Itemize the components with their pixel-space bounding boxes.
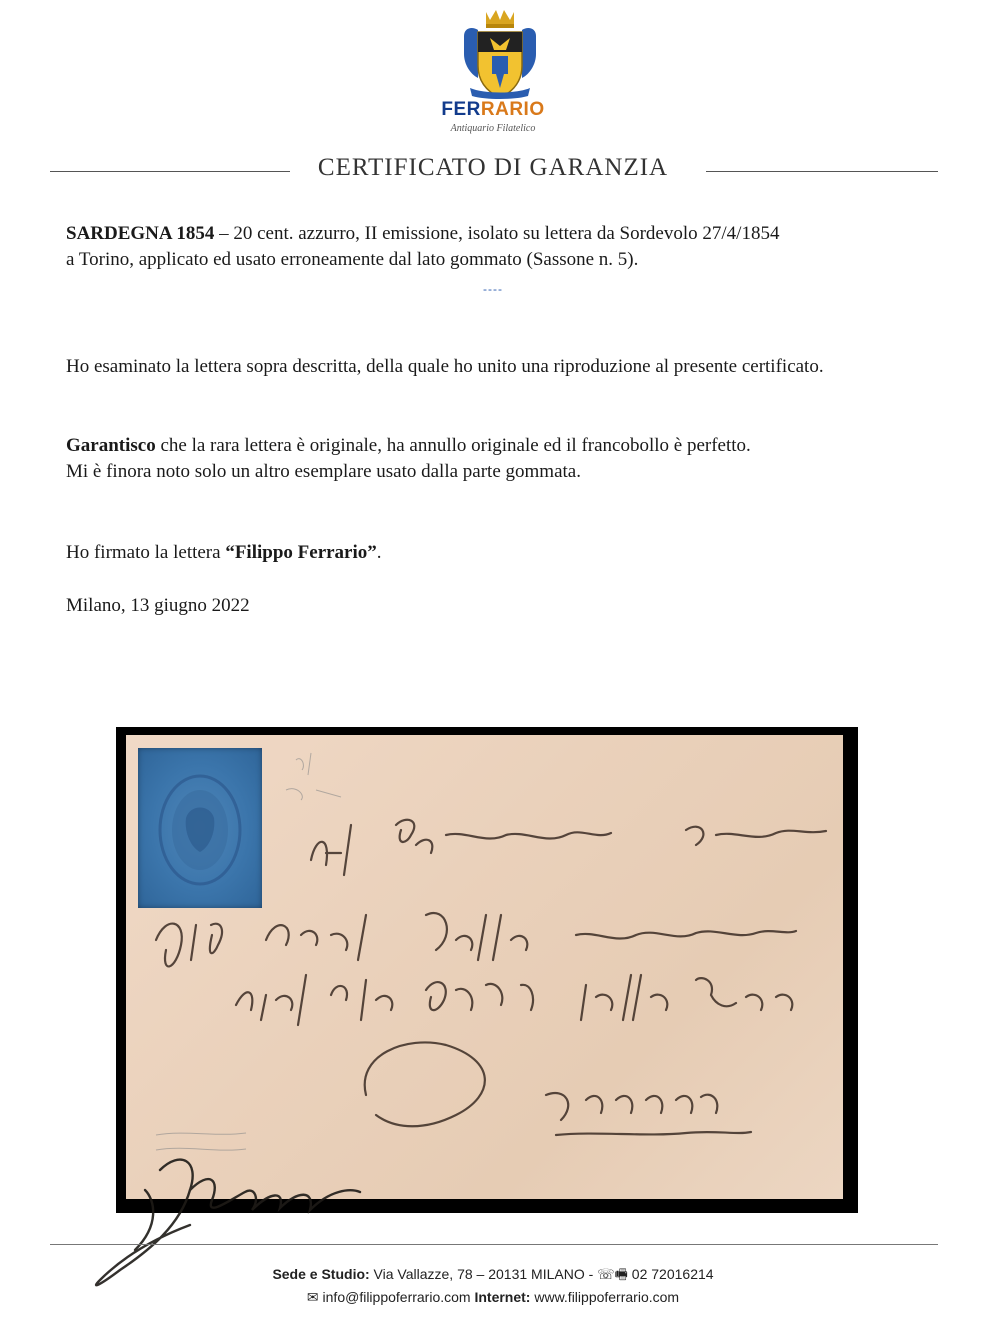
- title-rule-right: [706, 171, 938, 172]
- paragraph-signed: Ho firmato la lettera “Filippo Ferrario”.: [66, 542, 382, 563]
- paragraph-guarantee: [66, 433, 926, 485]
- separator: ----: [483, 282, 503, 296]
- description-heading: SARDEGNA 1854: [66, 223, 215, 244]
- guarantee-line-1: Garantisco che la rara lettera è originale, ha annullo originale ed il francobollo è perfetto.: [66, 435, 751, 456]
- guarantee-line-2: Mi è finora noto solo un altro esemplare usato dalla parte gommata.: [66, 461, 581, 482]
- footer-address-line: Sede e Studio: Via Vallazze, 78 – 20131 MILANO - ☏🖷 02 72016214: [272, 1266, 714, 1282]
- description-line-1: SARDEGNA 1854 – 20 cent. azzurro, II emissione, isolato su lettera da Sordevolo 27/4/1854: [66, 223, 780, 244]
- footer-rule: [50, 1244, 938, 1245]
- envelope-icon: ✉: [306, 1289, 319, 1305]
- coat-of-arms-icon: [456, 8, 544, 104]
- brand-name: FERRARIO: [441, 99, 545, 120]
- item-description: [66, 221, 926, 273]
- date-line: Milano, 13 giugno 2022: [66, 595, 250, 616]
- certificate-title: CERTIFICATO DI GARANZIA: [317, 154, 669, 181]
- footer-contact-line: ✉ info@filippoferrario.com Internet: www.filippoferrario.com: [306, 1289, 680, 1305]
- email-link[interactable]: info@filippoferrario.com: [318, 1289, 475, 1305]
- description-line-2: a Torino, applicato ed usato erroneamente dal lato gommato (Sassone n. 5).: [66, 249, 639, 270]
- paragraph-examined: Ho esaminato la lettera sopra descritta, della quale ho unito una riproduzione al presente certificato.: [66, 356, 824, 377]
- website-link[interactable]: www.filippoferrario.com: [530, 1289, 680, 1305]
- phone-fax-icon: ☏🖷: [597, 1266, 628, 1282]
- brand-tagline: Antiquario Filatelico: [450, 123, 536, 134]
